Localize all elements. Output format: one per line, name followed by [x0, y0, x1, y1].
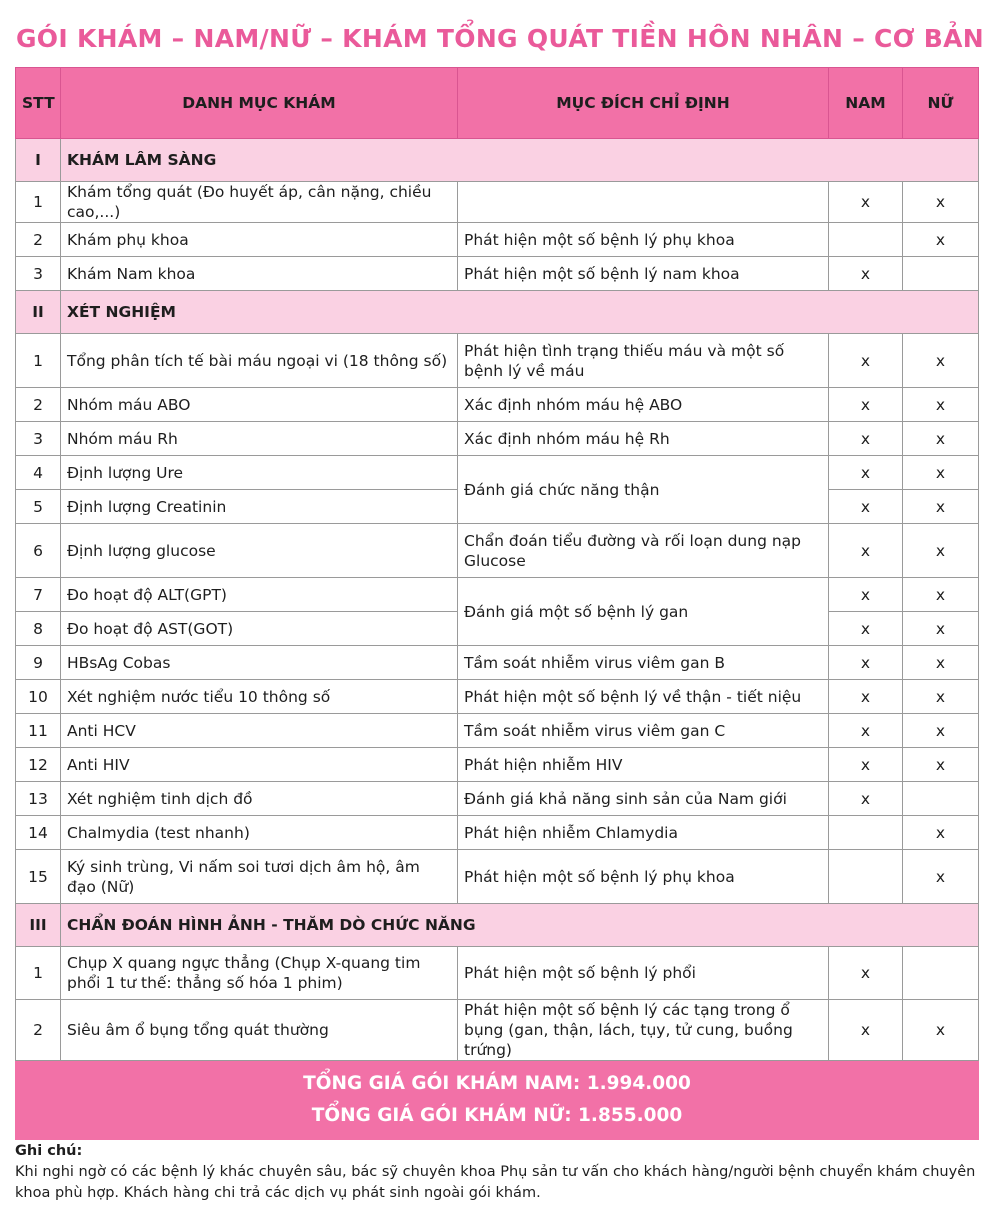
row-male-mark: x — [829, 748, 903, 782]
row-female-mark: x — [903, 334, 979, 388]
row-female-mark: x — [903, 524, 979, 578]
table-row — [16, 422, 979, 456]
header-category: DANH MỤC KHÁM — [61, 68, 458, 139]
section-number: III — [16, 904, 61, 947]
table-header-row — [16, 68, 979, 139]
row-stt: 1 — [16, 182, 61, 223]
row-female-mark: x — [903, 850, 979, 904]
row-male-mark: x — [829, 524, 903, 578]
header-stt: STT — [16, 68, 61, 139]
row-male-mark — [829, 816, 903, 850]
row-stt: 6 — [16, 524, 61, 578]
row-female-mark: x — [903, 388, 979, 422]
row-item: Đo hoạt độ AST(GOT) — [61, 612, 458, 646]
row-stt: 1 — [16, 947, 61, 1000]
row-male-mark: x — [829, 578, 903, 612]
row-item: Nhóm máu ABO — [61, 388, 458, 422]
row-female-mark: x — [903, 422, 979, 456]
row-item: Tổng phân tích tế bài máu ngoại vi (18 thông số) — [61, 334, 458, 388]
row-item: Khám Nam khoa — [61, 257, 458, 291]
section-row-tests — [16, 291, 979, 334]
table-row — [16, 714, 979, 748]
row-purpose: Phát hiện một số bệnh lý phụ khoa — [458, 850, 829, 904]
row-stt: 4 — [16, 456, 61, 490]
footnote-title: Ghi chú: — [15, 1143, 83, 1159]
table-row — [16, 182, 979, 223]
row-male-mark — [829, 850, 903, 904]
row-stt: 3 — [16, 422, 61, 456]
row-stt: 2 — [16, 1000, 61, 1061]
row-female-mark: x — [903, 748, 979, 782]
row-item: Chụp X quang ngực thẳng (Chụp X-quang tim phổi 1 tư thế: thẳng số hóa 1 phim) — [61, 947, 458, 1000]
row-stt: 9 — [16, 646, 61, 680]
row-purpose: Tầm soát nhiễm virus viêm gan C — [458, 714, 829, 748]
row-purpose: Tầm soát nhiễm virus viêm gan B — [458, 646, 829, 680]
section-number: I — [16, 139, 61, 182]
section-title: CHẨN ĐOÁN HÌNH ẢNH - THĂM DÒ CHỨC NĂNG — [61, 904, 979, 947]
table-row — [16, 816, 979, 850]
row-female-mark: x — [903, 490, 979, 524]
header-female: NỮ — [903, 68, 979, 139]
total-female-price: TỔNG GIÁ GÓI KHÁM NỮ: 1.855.000 — [311, 1105, 683, 1126]
row-stt: 2 — [16, 388, 61, 422]
row-stt: 13 — [16, 782, 61, 816]
row-purpose: Phát hiện một số bệnh lý về thận - tiết niệu — [458, 680, 829, 714]
header-purpose: MỤC ĐÍCH CHỈ ĐỊNH — [458, 68, 829, 139]
row-female-mark: x — [903, 223, 979, 257]
row-item: Định lượng Ure — [61, 456, 458, 490]
section-title: KHÁM LÂM SÀNG — [61, 139, 979, 182]
row-stt: 14 — [16, 816, 61, 850]
table-row — [16, 850, 979, 904]
exam-package-table — [15, 67, 979, 1140]
row-purpose: Phát hiện một số bệnh lý các tạng trong ổ bụng (gan, thận, lách, tụy, tử cung, buồng trứng) — [458, 1000, 829, 1061]
row-female-mark: x — [903, 646, 979, 680]
table-row — [16, 947, 979, 1000]
row-purpose: Phát hiện một số bệnh lý nam khoa — [458, 257, 829, 291]
row-male-mark: x — [829, 646, 903, 680]
row-purpose: Phát hiện tình trạng thiếu máu và một số bệnh lý về máu — [458, 334, 829, 388]
table-row — [16, 680, 979, 714]
row-stt: 5 — [16, 490, 61, 524]
row-female-mark: x — [903, 182, 979, 223]
row-male-mark: x — [829, 257, 903, 291]
totals-cell — [16, 1061, 979, 1140]
row-male-mark: x — [829, 947, 903, 1000]
row-stt: 1 — [16, 334, 61, 388]
row-stt: 7 — [16, 578, 61, 612]
row-male-mark: x — [829, 782, 903, 816]
row-male-mark: x — [829, 1000, 903, 1061]
row-purpose: Đánh giá khả năng sinh sản của Nam giới — [458, 782, 829, 816]
row-male-mark: x — [829, 182, 903, 223]
section-row-clinical — [16, 139, 979, 182]
row-purpose: Phát hiện nhiễm Chlamydia — [458, 816, 829, 850]
row-female-mark — [903, 257, 979, 291]
row-item: Ký sinh trùng, Vi nấm soi tươi dịch âm hộ, âm đạo (Nữ) — [61, 850, 458, 904]
table-row — [16, 456, 979, 490]
table-row — [16, 257, 979, 291]
row-item: Khám tổng quát (Đo huyết áp, cân nặng, chiều cao,...) — [61, 182, 458, 223]
header-male: NAM — [829, 68, 903, 139]
row-purpose: Đánh giá chức năng thận — [458, 456, 829, 524]
row-item: Định lượng glucose — [61, 524, 458, 578]
row-purpose: Đánh giá một số bệnh lý gan — [458, 578, 829, 646]
row-purpose: Phát hiện nhiễm HIV — [458, 748, 829, 782]
table-row — [16, 223, 979, 257]
table-row — [16, 1000, 979, 1061]
row-male-mark: x — [829, 490, 903, 524]
row-stt: 8 — [16, 612, 61, 646]
table-row — [16, 334, 979, 388]
total-male-price: TỔNG GIÁ GÓI KHÁM NAM: 1.994.000 — [303, 1073, 691, 1094]
section-title: XÉT NGHIỆM — [61, 291, 979, 334]
row-stt: 3 — [16, 257, 61, 291]
table-row — [16, 524, 979, 578]
row-item: Khám phụ khoa — [61, 223, 458, 257]
table-row — [16, 578, 979, 612]
row-male-mark: x — [829, 612, 903, 646]
page-title: GÓI KHÁM – NAM/NỮ – KHÁM TỔNG QUÁT TIỀN HÔN NHÂN – CƠ BẢN — [15, 24, 985, 53]
row-male-mark: x — [829, 714, 903, 748]
row-item: Chalmydia (test nhanh) — [61, 816, 458, 850]
row-female-mark: x — [903, 714, 979, 748]
table-row — [16, 782, 979, 816]
row-item: Anti HIV — [61, 748, 458, 782]
row-stt: 12 — [16, 748, 61, 782]
row-item: Anti HCV — [61, 714, 458, 748]
row-male-mark: x — [829, 388, 903, 422]
row-purpose: Chẩn đoán tiểu đường và rối loạn dung nạp Glucose — [458, 524, 829, 578]
row-male-mark: x — [829, 334, 903, 388]
row-female-mark: x — [903, 680, 979, 714]
row-male-mark: x — [829, 422, 903, 456]
row-purpose — [458, 182, 829, 223]
row-stt: 11 — [16, 714, 61, 748]
row-female-mark: x — [903, 456, 979, 490]
section-number: II — [16, 291, 61, 334]
footnote — [15, 1141, 980, 1204]
row-purpose: Phát hiện một số bệnh lý phụ khoa — [458, 223, 829, 257]
footnote-text: Khi nghi ngờ có các bệnh lý khác chuyên sâu, bác sỹ chuyên khoa Phụ sản tư vấn cho khách hàng/người bệnh chuyển khám chuyên khoa phù hợp. Khách hàng chi trả các dịch vụ phát sinh ngoài gói khám. — [15, 1164, 976, 1201]
row-female-mark: x — [903, 612, 979, 646]
row-item: Xét nghiệm nước tiểu 10 thông số — [61, 680, 458, 714]
row-stt: 2 — [16, 223, 61, 257]
row-male-mark: x — [829, 456, 903, 490]
row-item: Siêu âm ổ bụng tổng quát thường — [61, 1000, 458, 1061]
table-row — [16, 748, 979, 782]
totals-row — [16, 1061, 979, 1140]
row-female-mark: x — [903, 816, 979, 850]
row-female-mark — [903, 947, 979, 1000]
row-stt: 10 — [16, 680, 61, 714]
table-row — [16, 388, 979, 422]
row-male-mark — [829, 223, 903, 257]
row-item: Định lượng Creatinin — [61, 490, 458, 524]
row-item: HBsAg Cobas — [61, 646, 458, 680]
table-row — [16, 646, 979, 680]
row-item: Nhóm máu Rh — [61, 422, 458, 456]
row-purpose: Xác định nhóm máu hệ ABO — [458, 388, 829, 422]
row-item: Đo hoạt độ ALT(GPT) — [61, 578, 458, 612]
row-item: Xét nghiệm tinh dịch đồ — [61, 782, 458, 816]
row-purpose: Phát hiện một số bệnh lý phổi — [458, 947, 829, 1000]
row-female-mark: x — [903, 578, 979, 612]
row-stt: 15 — [16, 850, 61, 904]
row-female-mark: x — [903, 1000, 979, 1061]
row-female-mark — [903, 782, 979, 816]
row-male-mark: x — [829, 680, 903, 714]
row-purpose: Xác định nhóm máu hệ Rh — [458, 422, 829, 456]
section-row-imaging — [16, 904, 979, 947]
